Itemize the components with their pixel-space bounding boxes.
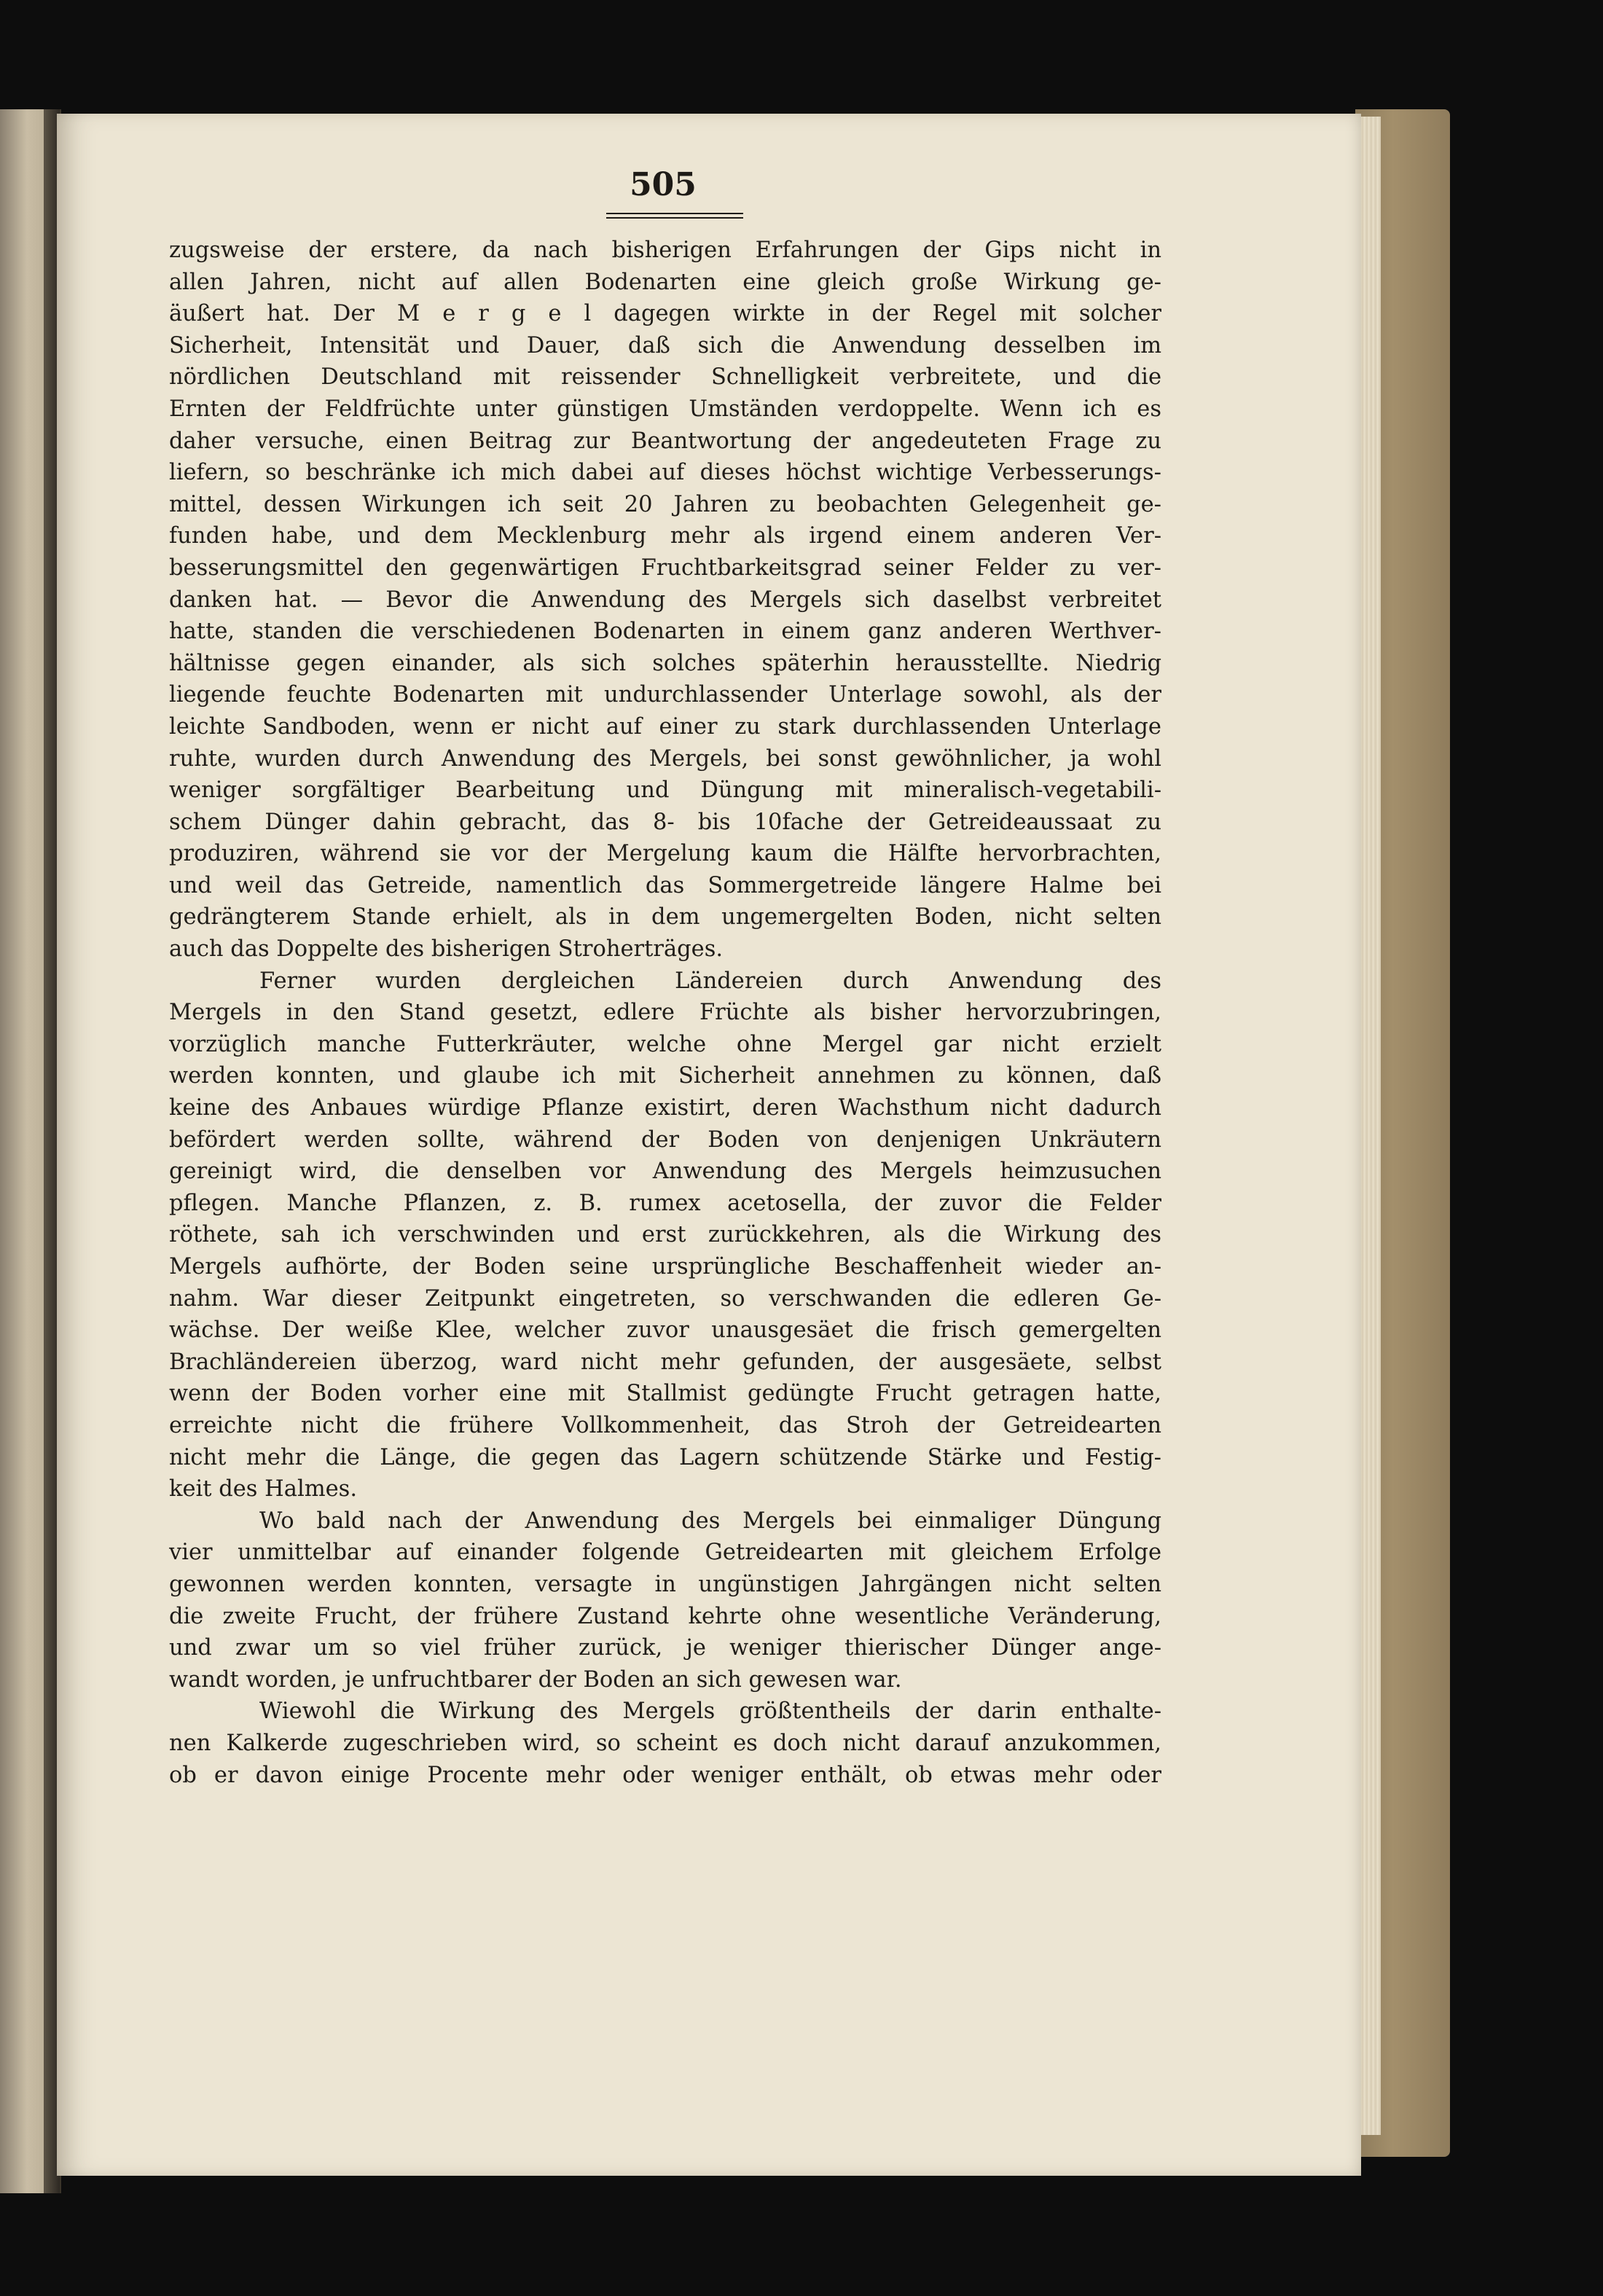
text-line: nen Kalkerde zugeschrieben wird, so scheint es doch nicht darauf anzukommen,	[169, 1730, 1161, 1756]
text-line: röthete, sah ich verschwinden und erst zurückkehren, als die Wirkung des	[169, 1222, 1161, 1248]
text-line: Sicherheit, Intensität und Dauer, daß sich die Anwendung desselben im	[169, 332, 1161, 358]
text-line: und weil das Getreide, namentlich das Sommergetreide längere Halme bei	[169, 872, 1161, 898]
text-line: nicht mehr die Länge, die gegen das Lagern schützende Stärke und Festig-	[169, 1444, 1161, 1470]
text-line: vorzüglich manche Futterkräuter, welche ohne Mergel gar nicht erzielt	[169, 1031, 1161, 1057]
text-line: besserungsmittel den gegenwärtigen Fruchtbarkeitsgrad seiner Felder zu ver-	[169, 555, 1161, 581]
text-line: schem Dünger dahin gebracht, das 8- bis 10fache der Getreideaussaat zu	[169, 809, 1161, 835]
text-line: befördert werden sollte, während der Boden von denjenigen Unkräutern	[169, 1127, 1161, 1153]
text-line: gereinigt wird, die denselben vor Anwendung des Mergels heimzusuchen	[169, 1159, 1161, 1185]
text-line: ob er davon einige Procente mehr oder weniger enthält, ob etwas mehr oder	[169, 1762, 1161, 1788]
text-line: die zweite Frucht, der frühere Zustand kehrte ohne wesentliche Veränderung,	[169, 1603, 1161, 1629]
text-line: pflegen. Manche Pflanzen, z. B. rumex acetosella, der zuvor die Felder	[169, 1190, 1161, 1216]
text-line: Ernten der Feldfrüchte unter günstigen Umständen verdoppelte. Wenn ich es	[169, 396, 1161, 422]
text-line: Brachländereien überzog, ward nicht mehr gefunden, der ausgesäete, selbst	[169, 1349, 1161, 1375]
page-body-text	[169, 235, 1161, 1791]
text-line: weniger sorgfältiger Bearbeitung und Düngung mit mineralisch-vegetabili-	[169, 777, 1161, 804]
text-line: äußert hat. Der M e r g e l dagegen wirkte in der Regel mit solcher	[169, 301, 1161, 327]
text-line: liefern, so beschränke ich mich dabei auf dieses höchst wichtige Verbesserungs-	[169, 460, 1161, 486]
text-line: vier unmittelbar auf einander folgende Getreidearten mit gleichem Erfolge	[169, 1540, 1161, 1566]
text-line: liegende feuchte Bodenarten mit undurchlassender Unterlage sowohl, als der	[169, 682, 1161, 708]
text-line: keit des Halmes.	[169, 1476, 358, 1502]
page-number: 505	[630, 166, 697, 203]
text-line: werden konnten, und glaube ich mit Sicherheit annehmen zu können, daß	[169, 1063, 1161, 1089]
text-line: zugsweise der erstere, da nach bisherigen Erfahrungen der Gips nicht in	[169, 238, 1161, 263]
text-line: Mergels in den Stand gesetzt, edlere Früchte als bisher hervorzubringen,	[169, 1000, 1161, 1026]
text-line: gewonnen werden konnten, versagte in ungünstigen Jahrgängen nicht selten	[169, 1571, 1161, 1597]
text-line: allen Jahren, nicht auf allen Bodenarten eine gleich große Wirkung ge-	[169, 269, 1161, 295]
text-line: hatte, standen die verschiedenen Bodenarten in einem ganz anderen Werthver-	[169, 619, 1161, 645]
text-line: und zwar um so viel früher zurück, je weniger thierischer Dünger ange-	[169, 1635, 1161, 1661]
text-line: daher versuche, einen Beitrag zur Beantwortung der angedeuteten Frage zu	[169, 428, 1161, 454]
text-line: ruhte, wurden durch Anwendung des Mergels, bei sonst gewöhnlicher, ja wohl	[169, 745, 1161, 772]
text-line: produziren, während sie vor der Mergelung kaum die Hälfte hervorbrachten,	[169, 841, 1161, 867]
page-number-rule	[606, 213, 743, 219]
text-line: nördlichen Deutschland mit reissender Schnelligkeit verbreitete, und die	[169, 364, 1161, 391]
text-line: hältnisse gegen einander, als sich solches späterhin herausstellte. Niedrig	[169, 650, 1161, 676]
text-line: Wiewohl die Wirkung des Mergels größtentheils der darin enthalte-	[259, 1699, 1161, 1725]
text-line: funden habe, und dem Mecklenburg mehr als irgend einem anderen Ver-	[169, 523, 1161, 549]
text-line: wächse. Der weiße Klee, welcher zuvor unausgesäet die frisch gemergelten	[169, 1317, 1161, 1344]
text-line: gedrängterem Stande erhielt, als in dem ungemergelten Boden, nicht selten	[169, 904, 1161, 930]
text-line: Wo bald nach der Anwendung des Mergels bei einmaliger Düngung	[259, 1508, 1161, 1534]
text-line: mittel, dessen Wirkungen ich seit 20 Jahren zu beobachten Gelegenheit ge-	[169, 491, 1161, 517]
text-line: nahm. War dieser Zeitpunkt eingetreten, so verschwanden die edleren Ge-	[169, 1285, 1161, 1312]
text-line: leichte Sandboden, wenn er nicht auf einer zu stark durchlassenden Unterlage	[169, 713, 1161, 740]
text-line: wandt worden, je unfruchtbarer der Boden an sich gewesen war.	[169, 1666, 902, 1693]
text-line: Mergels aufhörte, der Boden seine ursprüngliche Beschaffenheit wieder an-	[169, 1254, 1161, 1280]
text-line: keine des Anbaues würdige Pflanze existirt, deren Wachsthum nicht dadurch	[169, 1095, 1161, 1121]
text-line: wenn der Boden vorher eine mit Stallmist gedüngte Frucht getragen hatte,	[169, 1381, 1161, 1407]
text-line: Ferner wurden dergleichen Ländereien durch Anwendung des	[259, 968, 1161, 994]
text-line: auch das Doppelte des bisherigen Stroherträges.	[169, 936, 724, 963]
text-line: danken hat. — Bevor die Anwendung des Mergels sich daselbst verbreitet	[169, 587, 1161, 613]
text-line: erreichte nicht die frühere Vollkommenheit, das Stroh der Getreidearten	[169, 1412, 1161, 1438]
